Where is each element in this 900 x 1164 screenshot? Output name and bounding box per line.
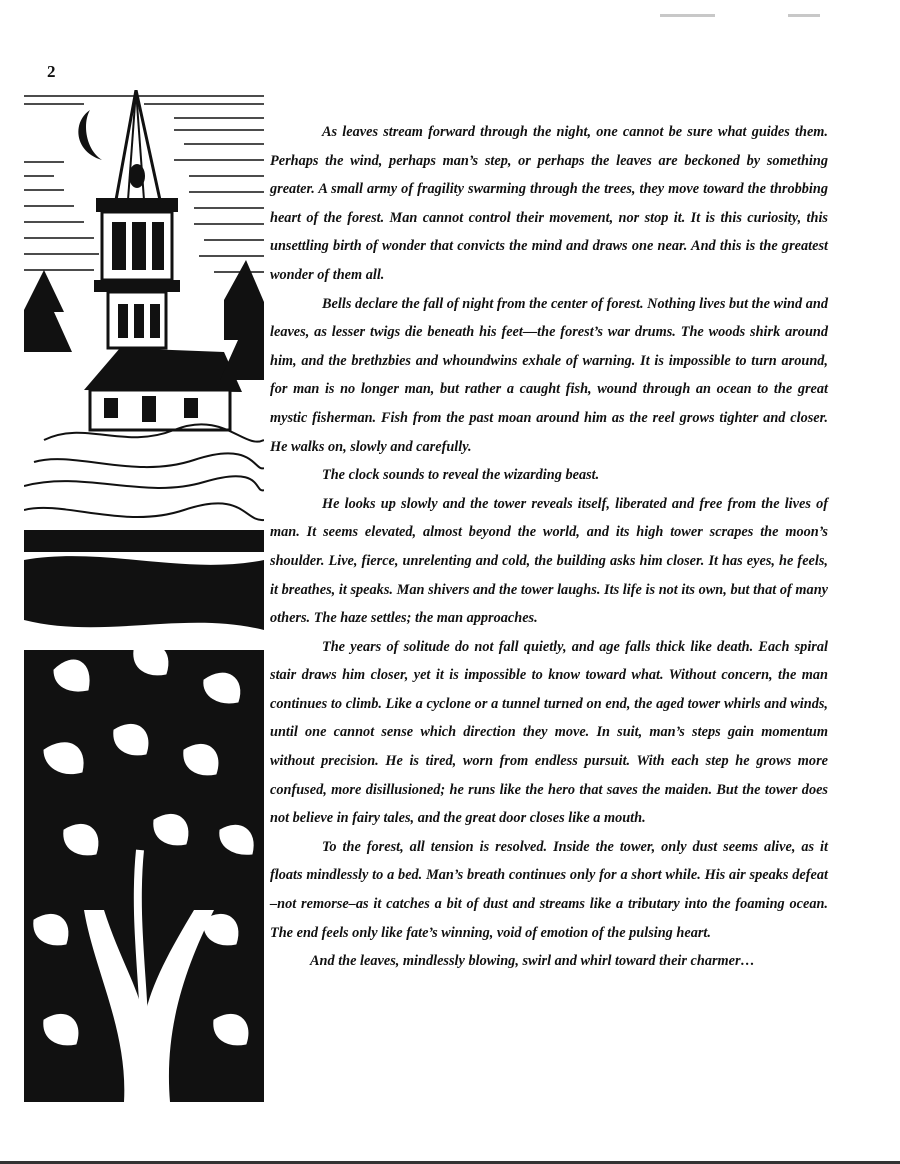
story-paragraph: As leaves stream forward through the night, one cannot be sure what guides them. Perhaps the wind, perhaps man’s step, or perhaps the leaves are beckoned by something greater. A small army of fragility swarming through the trees, they move toward the throbbing heart of the forest. Man cannot control their movement, nor stop it. It is this curiosity, this unsettling birth of wonder that convicts the mind and draws one near. And this is the greatest wonder of them all.: [270, 124, 828, 283]
scan-artifact: [788, 14, 820, 17]
story-paragraph: Bells declare the fall of night from the center of forest. Nothing lives but the wind and leaves, as lesser twigs die beneath his feet—the forest’s war drums. The woods shirk around him, and the brethzbies and whoundwins exhale of warning. It is impossible to turn around, for man is no longer man, but rather a caught fish, wound through an ocean to the great mystic fisherman. Fish from the past moan around him as the reel grows tighter and closer. He walks on, slowly and carefully.: [270, 295, 828, 455]
page-number: 2: [47, 62, 56, 81]
scan-artifact: [660, 14, 715, 17]
story-paragraph: The clock sounds to reveal the wizarding beast.: [322, 467, 600, 484]
tower-forest-illustration: [24, 90, 264, 1102]
story-paragraph: And the leaves, mindlessly blowing, swirl and whirl toward their charmer…: [310, 953, 755, 970]
story-paragraph: He looks up slowly and the tower reveals itself, liberated and free from the lives of man. It seems elevated, almost beyond the world, and its high tower scrapes the moon’s shoulder. Live, fierce, unrelenting and cold, the building asks him closer. It has eyes, he feels, it breathes, it speaks. Man shivers and the tower laughs. Its life is not its own, but that of many others. The haze settles; the man approaches.: [270, 495, 828, 627]
story-paragraph: The years of solitude do not fall quietly, and age falls thick like death. Each spiral stair draws him closer, yet it is impossible to know toward what. Without concern, the man continues to climb. Like a cyclone or a tunnel turned on end, the aged tower whirls and winds, until one cannot sense which direction they move. In suit, man’s steps gain momentum without precision. He is tired, worn from endless pursuit. With each step he grows more confused, more disillusioned; he runs like the hero that saves the maiden. But the tower does not believe in fairy tales, and the great door closes like a mouth.: [270, 638, 828, 827]
story-text: [270, 118, 828, 976]
story-paragraph: To the forest, all tension is resolved. Inside the tower, only dust seems alive, as it floats mindlessly to a bed. Man’s breath continues only for a short while. His air speaks defeat –not remorse–as it catches a bit of dust and streams like a tributary into the foaming ocean. The end feels only like fate’s winning, void of emotion of the pulsing heart.: [270, 838, 828, 941]
